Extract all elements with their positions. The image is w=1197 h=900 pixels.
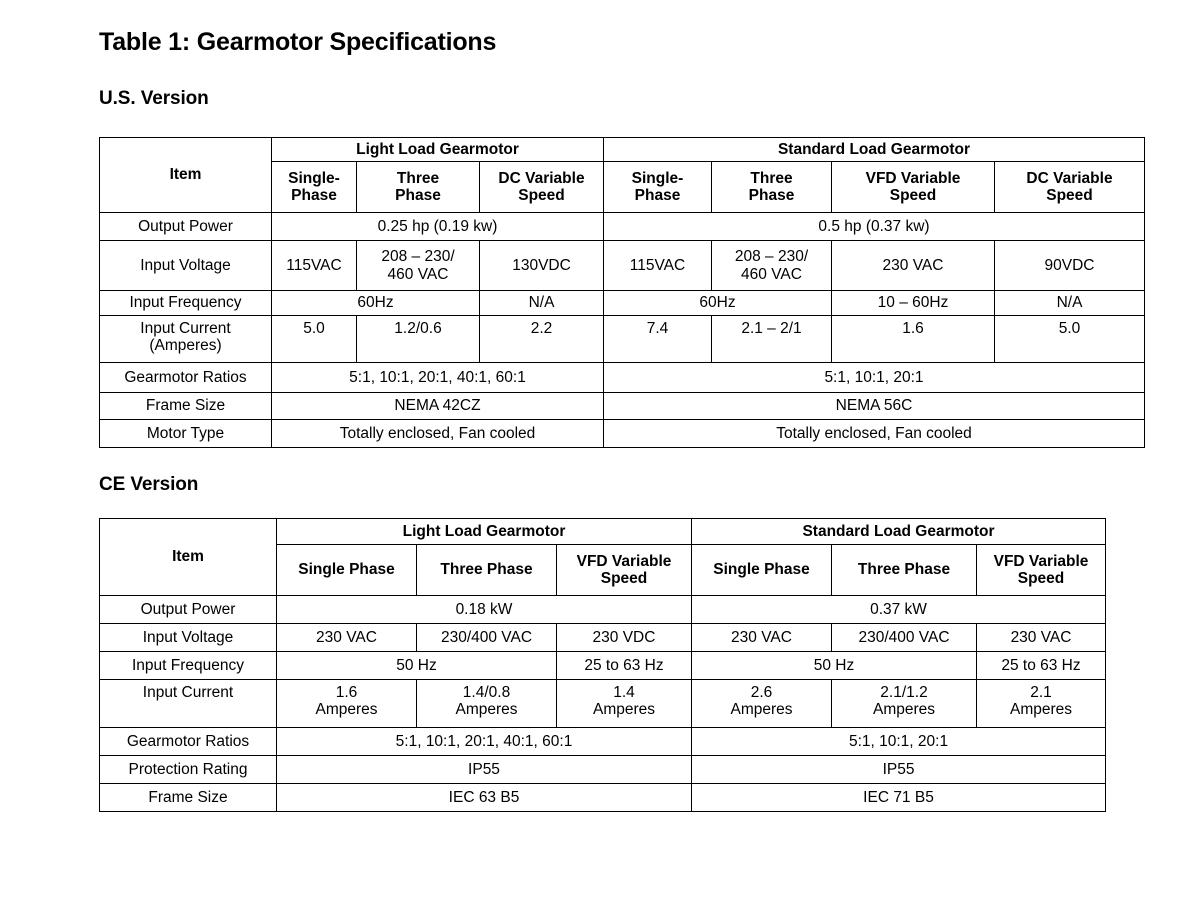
- table-row-input-voltage: [100, 624, 1106, 652]
- column-header-standard-three-phase: [712, 162, 832, 213]
- row-label-line-1: Input Current: [140, 320, 231, 337]
- col-line-2: Phase: [634, 187, 681, 204]
- cell-input-current-light-three: [417, 680, 557, 728]
- cell-input-current-standard-single: 7.4: [604, 316, 712, 363]
- cell-frame-size-light: NEMA 42CZ: [272, 393, 604, 420]
- cell-input-voltage-standard-three: [712, 241, 832, 291]
- col-line-2: Speed: [518, 187, 565, 204]
- cell-output-power-standard: 0.37 kW: [692, 596, 1106, 624]
- column-group-standard-load: Standard Load Gearmotor: [692, 519, 1106, 545]
- cell-input-current-light-dc: 2.2: [480, 316, 604, 363]
- cell-line-2: Amperes: [455, 701, 518, 719]
- cell-input-frequency-standard-single-three: 60Hz: [604, 291, 832, 316]
- cell-line-1: 1.4/0.8: [462, 684, 511, 701]
- col-line-1: VFD Variable: [576, 552, 672, 570]
- column-header-item: Item: [100, 519, 277, 596]
- row-label-frame-size: Frame Size: [100, 393, 272, 420]
- column-header-light-vfd-variable-speed: [557, 545, 692, 596]
- cell-output-power-light: 0.18 kW: [277, 596, 692, 624]
- row-label-input-frequency: Input Frequency: [100, 652, 277, 680]
- cell-input-voltage-light-three: [357, 241, 480, 291]
- cell-input-frequency-light-single-three: 50 Hz: [277, 652, 557, 680]
- cell-input-voltage-standard-three: 230/400 VAC: [832, 624, 977, 652]
- cell-line-2: Amperes: [315, 701, 378, 719]
- cell-line-1: 208 – 230/: [381, 248, 455, 266]
- column-group-light-load: Light Load Gearmotor: [272, 138, 604, 162]
- cell-line-2: Amperes: [872, 701, 936, 719]
- cell-line-2: Amperes: [730, 701, 793, 719]
- cell-gearmotor-ratios-standard: 5:1, 10:1, 20:1: [604, 363, 1145, 393]
- table-header-group-row: [100, 519, 1106, 545]
- col-line-2: Speed: [889, 187, 937, 204]
- col-line-2: Speed: [600, 570, 648, 587]
- row-label-input-voltage: Input Voltage: [100, 624, 277, 652]
- column-header-standard-single-phase: [604, 162, 712, 213]
- row-label-gearmotor-ratios: Gearmotor Ratios: [100, 363, 272, 393]
- row-label-output-power: Output Power: [100, 596, 277, 624]
- col-line-2: Phase: [291, 187, 337, 204]
- row-label-input-voltage: Input Voltage: [100, 241, 272, 291]
- cell-gearmotor-ratios-light: 5:1, 10:1, 20:1, 40:1, 60:1: [272, 363, 604, 393]
- table-row-frame-size: [100, 784, 1106, 812]
- column-header-standard-vfd-variable-speed: [977, 545, 1106, 596]
- table-row-protection-rating: [100, 756, 1106, 784]
- cell-input-voltage-standard-vfd: 230 VAC: [832, 241, 995, 291]
- column-header-light-three-phase: Three Phase: [417, 545, 557, 596]
- column-header-item: Item: [100, 138, 272, 213]
- col-line-1: DC Variable: [1026, 169, 1113, 187]
- col-line-2: Phase: [748, 187, 795, 204]
- table-row-gearmotor-ratios: [100, 363, 1145, 393]
- cell-gearmotor-ratios-light: 5:1, 10:1, 20:1, 40:1, 60:1: [277, 728, 692, 756]
- row-label-protection-rating: Protection Rating: [100, 756, 277, 784]
- column-header-standard-dc-variable-speed: [995, 162, 1145, 213]
- row-label-frame-size: Frame Size: [100, 784, 277, 812]
- cell-input-frequency-light-dc: N/A: [480, 291, 604, 316]
- cell-line-1: 1.6: [335, 684, 358, 701]
- row-label-line-2: (Amperes): [149, 337, 222, 355]
- cell-line-2: Amperes: [1009, 701, 1073, 719]
- col-line-2: Speed: [1046, 187, 1093, 204]
- column-header-light-dc-variable-speed: [480, 162, 604, 213]
- cell-line-2: 460 VAC: [387, 265, 449, 283]
- cell-motor-type-standard: Totally enclosed, Fan cooled: [604, 420, 1145, 448]
- table-row-input-current: [100, 680, 1106, 728]
- cell-line-2: Amperes: [592, 701, 656, 719]
- cell-input-voltage-standard-vfd: 230 VAC: [977, 624, 1106, 652]
- cell-input-current-standard-three: [832, 680, 977, 728]
- row-label-input-frequency: Input Frequency: [100, 291, 272, 316]
- col-line-2: Phase: [395, 187, 441, 204]
- cell-protection-rating-light: IP55: [277, 756, 692, 784]
- column-header-standard-three-phase: Three Phase: [832, 545, 977, 596]
- col-line-1: Three: [750, 169, 793, 187]
- table-row-output-power: [100, 213, 1145, 241]
- cell-input-voltage-standard-dc: 90VDC: [995, 241, 1145, 291]
- cell-input-voltage-standard-single: 115VAC: [604, 241, 712, 291]
- table-row-frame-size: [100, 393, 1145, 420]
- cell-line-1: 2.6: [750, 684, 773, 701]
- cell-input-current-light-vfd: [557, 680, 692, 728]
- column-header-light-single-phase: [272, 162, 357, 213]
- cell-input-voltage-light-vfd: 230 VDC: [557, 624, 692, 652]
- cell-input-voltage-light-single: 230 VAC: [277, 624, 417, 652]
- column-header-standard-vfd-variable-speed: [832, 162, 995, 213]
- cell-input-voltage-standard-single: 230 VAC: [692, 624, 832, 652]
- col-line-1: Three: [396, 169, 440, 187]
- cell-input-current-light-single: 5.0: [272, 316, 357, 363]
- us-version-spec-table: [99, 137, 1145, 448]
- cell-output-power-standard: 0.5 hp (0.37 kw): [604, 213, 1145, 241]
- cell-motor-type-light: Totally enclosed, Fan cooled: [272, 420, 604, 448]
- cell-frame-size-standard: IEC 71 B5: [692, 784, 1106, 812]
- cell-input-voltage-light-single: 115VAC: [272, 241, 357, 291]
- cell-input-current-standard-dc: 5.0: [995, 316, 1145, 363]
- col-line-1: VFD Variable: [865, 169, 961, 187]
- table-row-input-current: [100, 316, 1145, 363]
- cell-input-current-standard-vfd: 1.6: [832, 316, 995, 363]
- table-row-input-frequency: [100, 291, 1145, 316]
- column-header-light-single-phase: Single Phase: [277, 545, 417, 596]
- column-group-standard-load: Standard Load Gearmotor: [604, 138, 1145, 162]
- column-group-light-load: Light Load Gearmotor: [277, 519, 692, 545]
- cell-output-power-light: 0.25 hp (0.19 kw): [272, 213, 604, 241]
- cell-line-2: 460 VAC: [741, 265, 802, 283]
- ce-version-spec-table: [99, 518, 1106, 812]
- row-label-gearmotor-ratios: Gearmotor Ratios: [100, 728, 277, 756]
- row-label-input-current: Input Current: [100, 680, 277, 728]
- cell-input-frequency-standard-vfd: 10 – 60Hz: [832, 291, 995, 316]
- cell-gearmotor-ratios-standard: 5:1, 10:1, 20:1: [692, 728, 1106, 756]
- row-label-motor-type: Motor Type: [100, 420, 272, 448]
- table-row-gearmotor-ratios: [100, 728, 1106, 756]
- cell-line-1: 2.1/1.2: [880, 684, 928, 701]
- cell-line-1: 1.4: [613, 684, 635, 701]
- table-row-input-voltage: [100, 241, 1145, 291]
- col-line-1: VFD Variable: [993, 552, 1089, 570]
- cell-input-voltage-light-three: 230/400 VAC: [417, 624, 557, 652]
- column-header-light-three-phase: [357, 162, 480, 213]
- cell-input-current-standard-three: 2.1 – 2/1: [712, 316, 832, 363]
- cell-input-frequency-light-vfd: 25 to 63 Hz: [557, 652, 692, 680]
- cell-input-frequency-light-single-three: 60Hz: [272, 291, 480, 316]
- table-row-motor-type: [100, 420, 1145, 448]
- column-header-standard-single-phase: Single Phase: [692, 545, 832, 596]
- cell-input-current-light-single: [277, 680, 417, 728]
- cell-input-frequency-standard-dc: N/A: [995, 291, 1145, 316]
- cell-line-1: 2.1: [1030, 684, 1052, 701]
- table-header-group-row: [100, 138, 1145, 162]
- cell-protection-rating-standard: IP55: [692, 756, 1106, 784]
- row-label-output-power: Output Power: [100, 213, 272, 241]
- section-heading-ce-version: CE Version: [99, 474, 199, 495]
- cell-input-frequency-standard-vfd: 25 to 63 Hz: [977, 652, 1106, 680]
- col-line-1: Single-: [631, 169, 684, 187]
- table-row-output-power: [100, 596, 1106, 624]
- col-line-2: Speed: [1017, 570, 1065, 587]
- cell-input-frequency-standard-single-three: 50 Hz: [692, 652, 977, 680]
- cell-input-voltage-light-dc: 130VDC: [480, 241, 604, 291]
- cell-line-1: 208 – 230/: [734, 248, 809, 266]
- cell-input-current-light-three: 1.2/0.6: [357, 316, 480, 363]
- cell-frame-size-light: IEC 63 B5: [277, 784, 692, 812]
- row-label-input-current: [100, 316, 272, 363]
- col-line-1: Single-: [288, 169, 340, 187]
- table-row-input-frequency: [100, 652, 1106, 680]
- cell-frame-size-standard: NEMA 56C: [604, 393, 1145, 420]
- section-heading-us-version: U.S. Version: [99, 88, 209, 109]
- col-line-1: DC Variable: [498, 169, 585, 187]
- page-title: Table 1: Gearmotor Specifications: [99, 28, 497, 56]
- cell-input-current-standard-single: [692, 680, 832, 728]
- cell-input-current-standard-vfd: [977, 680, 1106, 728]
